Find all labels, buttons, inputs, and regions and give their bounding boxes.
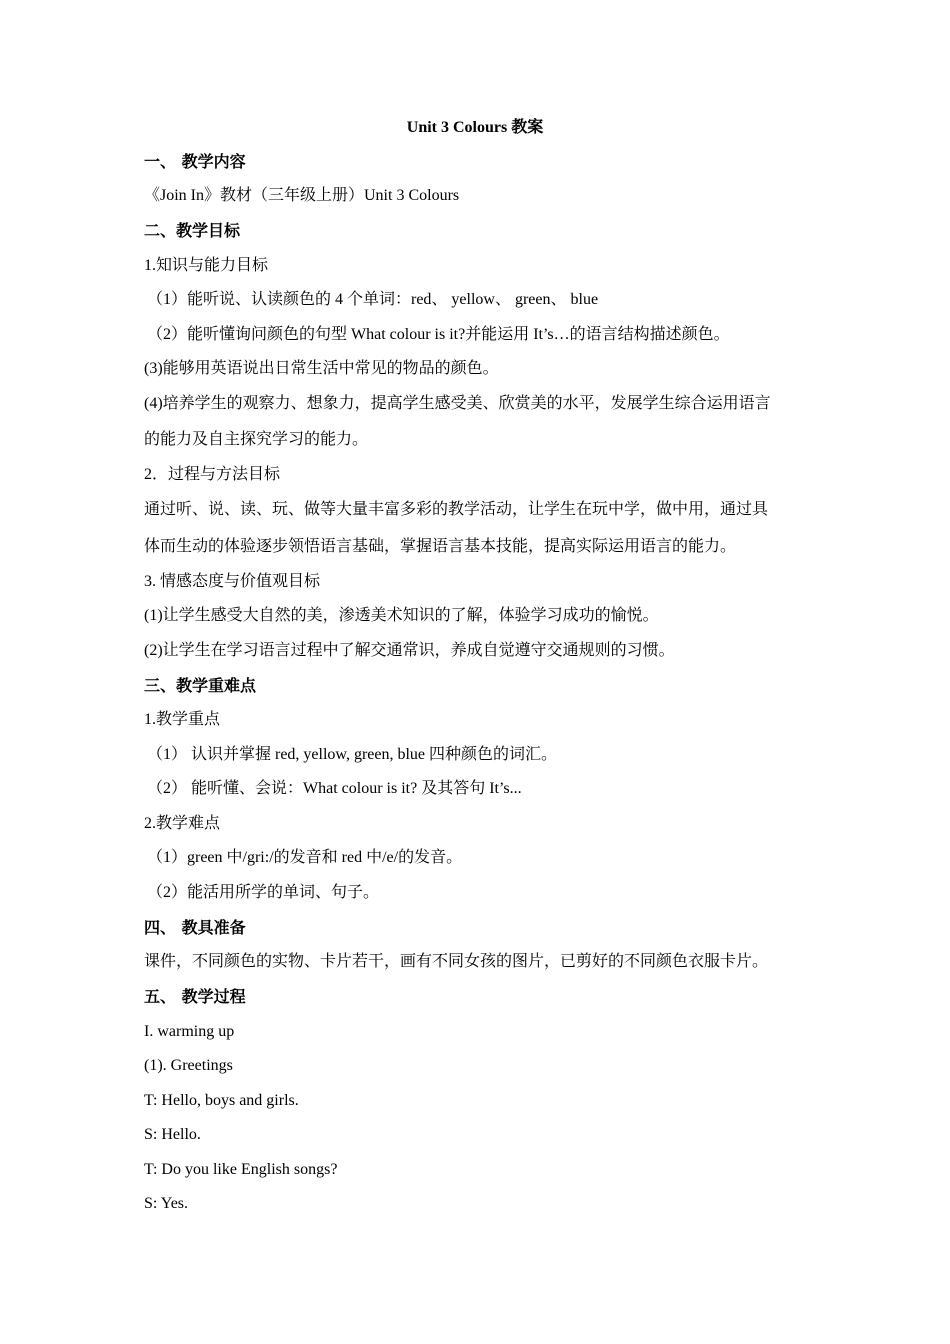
attitude-item-1: (1)让学生感受大自然的美，渗透美术知识的了解，体验学习成功的愉悦。 xyxy=(144,607,659,624)
section-heading-materials: 四、 教具准备 xyxy=(144,918,246,937)
dialogue-line: T: Hello, boys and girls. xyxy=(144,1092,299,1109)
procedure-step: I. warming up xyxy=(144,1023,235,1040)
objective-item-4-line-2: 的能力及自主探究学习的能力。 xyxy=(144,431,369,448)
difficulty-item-2: （2）能活用所学的单词、句子。 xyxy=(147,884,380,901)
objective-item-3: (3)能够用英语说出日常生活中常见的物品的颜色。 xyxy=(144,360,499,377)
attitude-item-2: (2)让学生在学习语言过程中了解交通常识，养成自觉遵守交通规则的习惯。 xyxy=(144,642,675,659)
key-point-item-1: （1） 认识并掌握 red, yellow, green, blue 四种颜色的词汇。 xyxy=(147,746,558,763)
subheading-process: 2．过程与方法目标 xyxy=(144,466,281,483)
objective-item-4-line-1: (4)培养学生的观察力、想象力，提高学生感受美、欣赏美的水平，发展学生综合运用语言 xyxy=(144,395,771,412)
subheading-attitude: 3. 情感态度与价值观目标 xyxy=(144,573,321,590)
textbook-line: 《Join In》教材（三年级上册）Unit 3 Colours xyxy=(144,187,460,204)
subheading-key-points: 1.教学重点 xyxy=(144,711,221,728)
key-point-item-2: （2） 能听懂、会说：What colour is it? 及其答句 It’s... xyxy=(147,780,522,797)
section-heading-procedure: 五、 教学过程 xyxy=(144,987,246,1006)
dialogue-line: S: Hello. xyxy=(144,1126,201,1143)
dialogue-line: S: Yes. xyxy=(144,1195,189,1212)
difficulty-item-1: （1）green 中/gri:/的发音和 red 中/e/的发音。 xyxy=(147,849,463,866)
objective-item-2: （2）能听懂询问颜色的句型 What colour is it?并能运用 It’s…的语言结构描述颜色。 xyxy=(147,326,730,343)
procedure-substep: (1). Greetings xyxy=(144,1057,233,1074)
process-paragraph-line-2: 体而生动的体验逐步领悟语言基础，掌握语言基本技能，提高实际运用语言的能力。 xyxy=(144,538,737,555)
process-paragraph-line-1: 通过听、说、读、玩、做等大量丰富多彩的教学活动，让学生在玩中学，做中用，通过具 xyxy=(144,501,769,518)
dialogue-line: T: Do you like English songs? xyxy=(144,1161,338,1178)
subheading-difficulties: 2.教学难点 xyxy=(144,815,221,832)
objective-item-1: （1）能听说、认读颜色的 4 个单词：red、 yellow、 green、 blue xyxy=(147,291,599,308)
subheading-knowledge: 1.知识与能力目标 xyxy=(144,257,269,274)
materials-line: 课件，不同颜色的实物、卡片若干，画有不同女孩的图片，已剪好的不同颜色衣服卡片。 xyxy=(144,953,769,970)
section-heading-content: 一、 教学内容 xyxy=(144,152,246,171)
section-heading-objectives: 二、教学目标 xyxy=(144,221,241,240)
document-title: Unit 3 Colours 教案 xyxy=(406,119,544,136)
section-heading-key-points: 三、教学重难点 xyxy=(144,676,257,695)
